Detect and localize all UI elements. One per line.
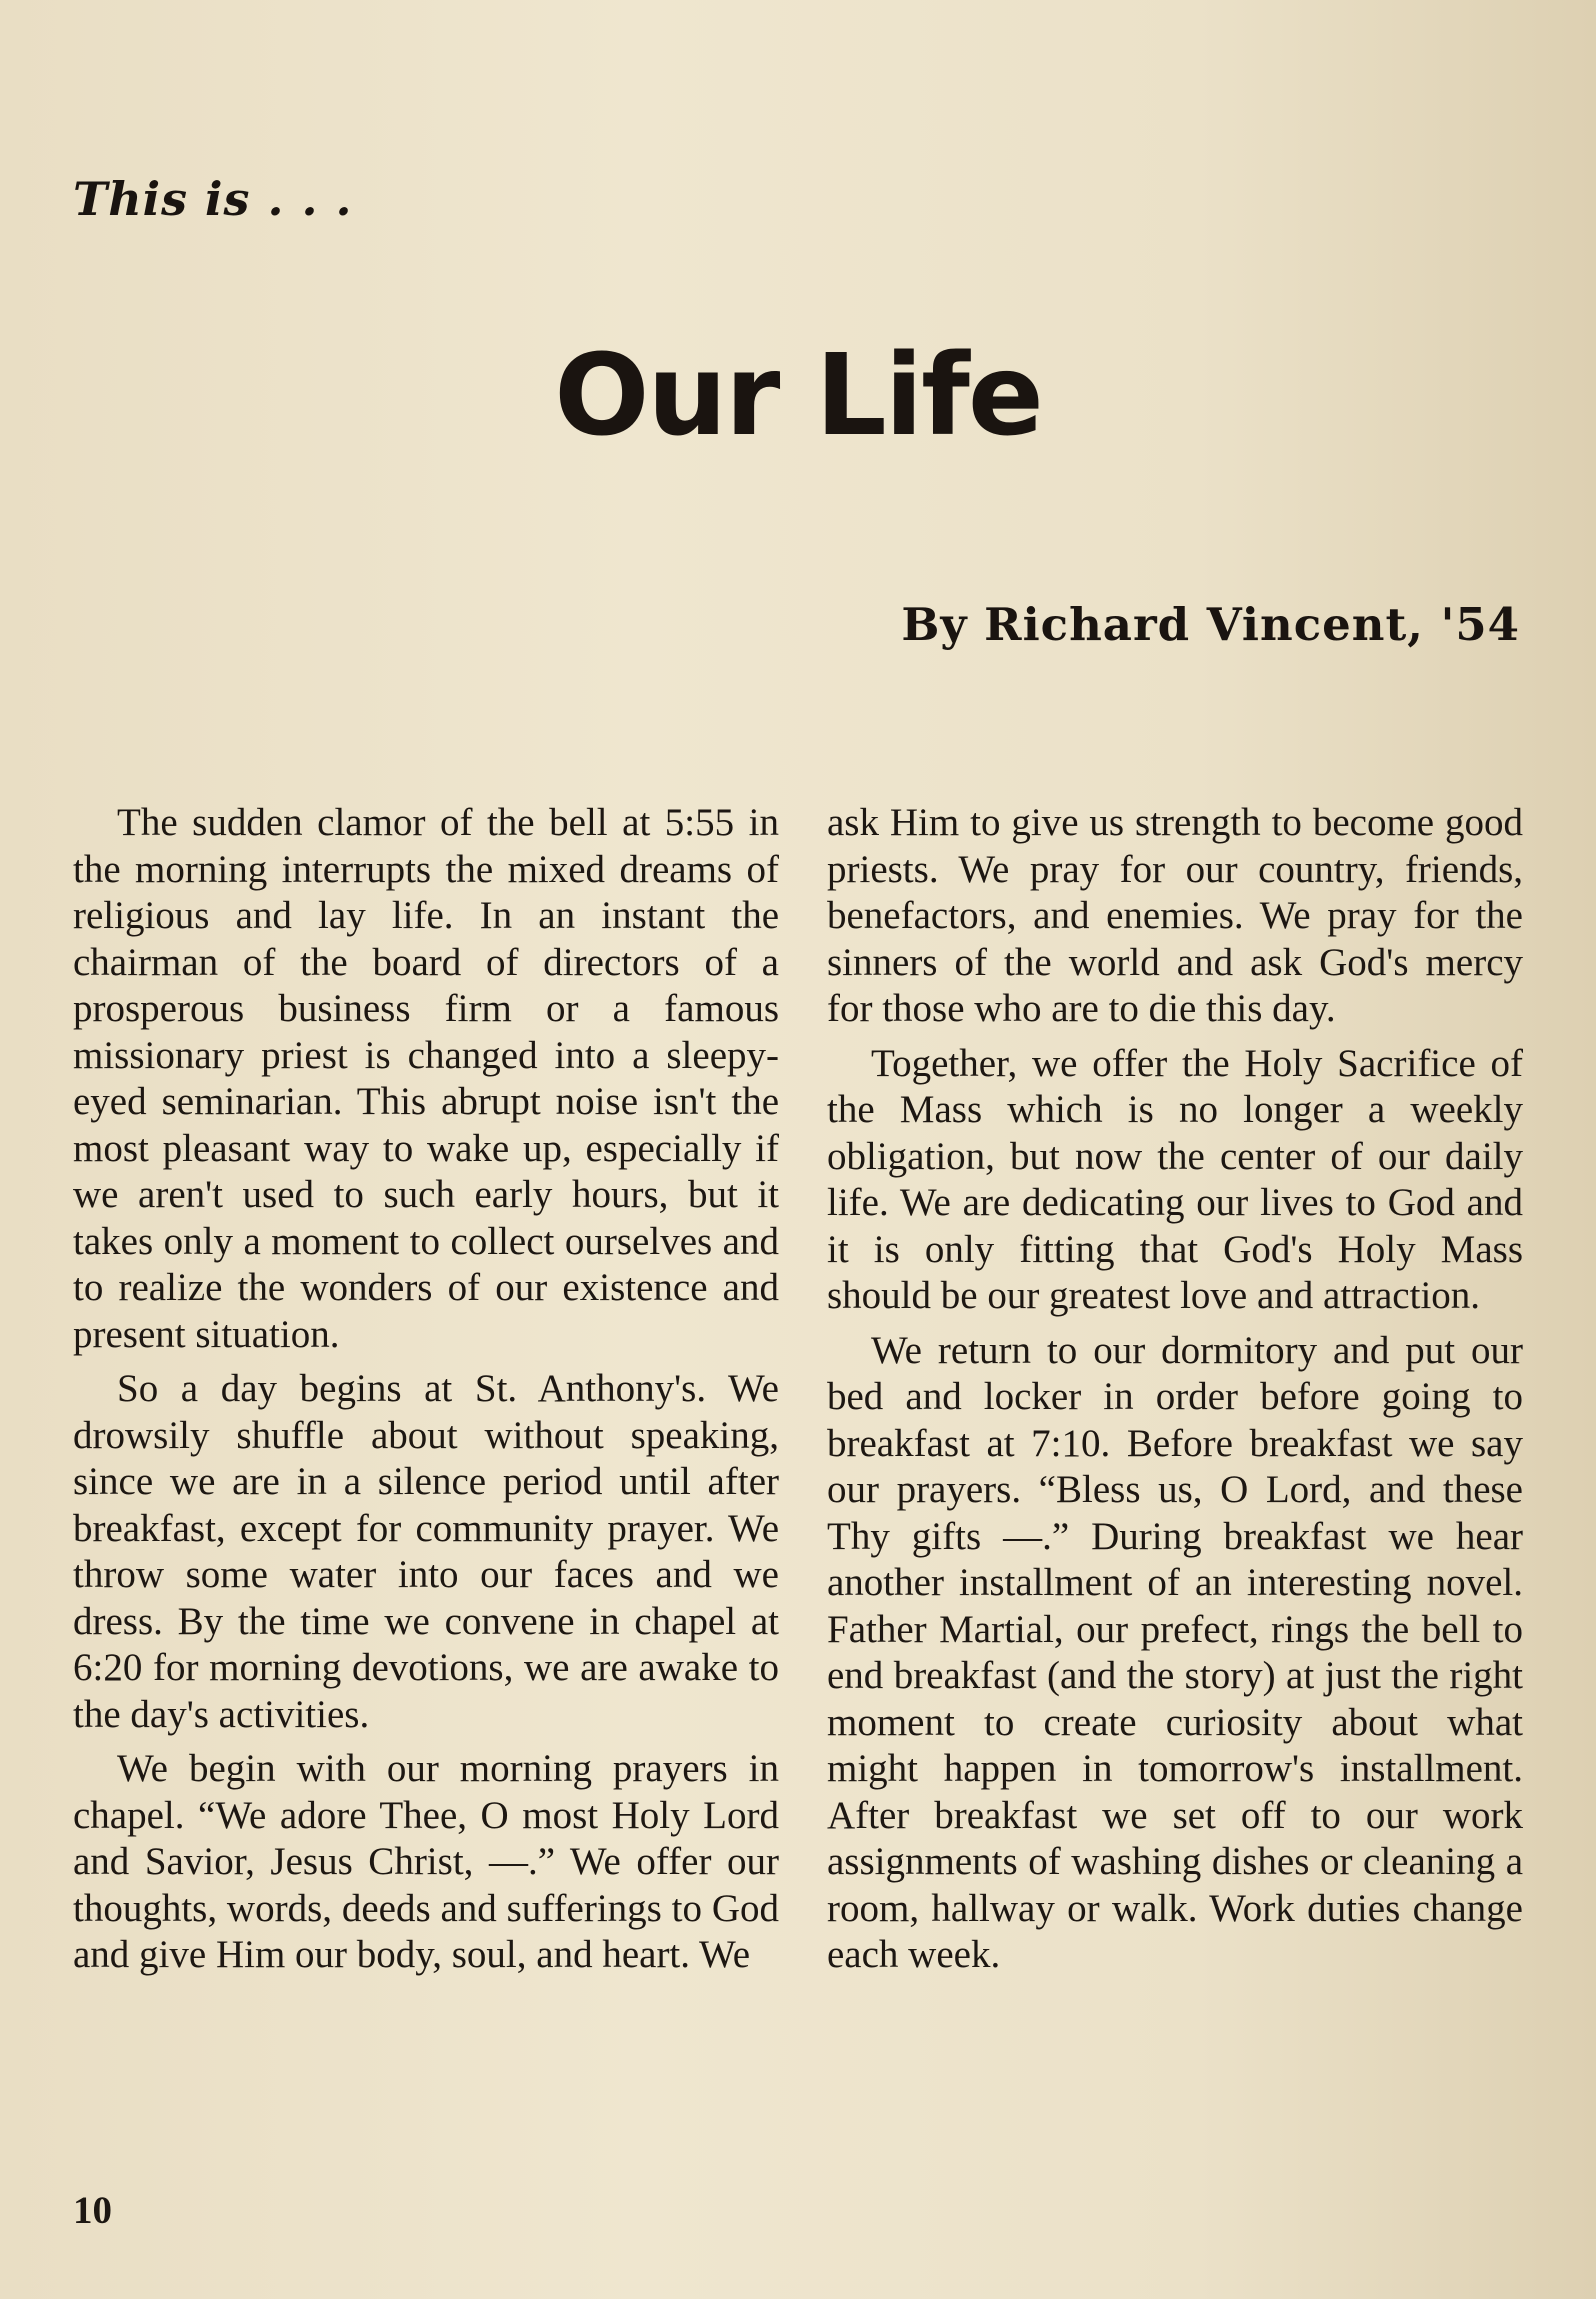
paragraph: Together, we offer the Holy Sacrifice of the Mass which is no longer a weekly obligation, but now the center of our daily life. We are dedicating our lives to God and it is only fitting that God's Holy Mass should be our greatest love and attraction. (827, 1041, 1523, 1317)
paragraph: ask Him to give us strength to become good priests. We pray for our country, friends, benefactors, and enemies. We pray for the sinners of the world and ask God's mercy for those who are to die this day. (827, 801, 1523, 1030)
author-byline: By Richard Vincent, '54 (901, 598, 1520, 651)
article-title: Our Life (554, 331, 1042, 461)
section-kicker: This is . . . (73, 172, 353, 226)
paragraph: We return to our dormitory and put our bed and locker in order before going to breakfast at 7:10. Before breakfast we say our prayers. “Bless us, O Lord, and these Thy gifts —.” During breakfast we hear another installment of an interesting novel. Father Martial, our prefect, rings the bell to end breakfast (and the story) at just the right moment to create curiosity about what might happen in tomorrow's installment. After breakfast we set off to our work assignments of washing dishes or cleaning a room, hallway or walk. Work duties change each week. (827, 1328, 1523, 1976)
paragraph: We begin with our morning prayers in chapel. “We adore Thee, O most Holy Lord and Savior, Jesus Christ, —.” We offer our thoughts, words, deeds and sufferings to God and give Him our body, soul, and heart. We (73, 1747, 779, 1976)
paragraph: The sudden clamor of the bell at 5:55 in the morning interrupts the mixed dreams of religious and lay life. In an instant the chairman of the board of directors of a prosperous business firm or a famous missionary priest is changed into a sleepy-eyed seminarian. This abrupt noise isn't the most pleasant way to wake up, especially if we aren't used to such early hours, but it takes only a moment to collect ourselves and to realize the wonders of our existence and present situation. (73, 801, 779, 1356)
right-column (827, 800, 1523, 1987)
left-column (73, 800, 779, 1987)
page-number: 10 (73, 2189, 112, 2232)
paragraph: So a day begins at St. Anthony's. We drowsily shuffle about without speaking, since we are in a silence period until after breakfast, except for community prayer. We throw some water into our faces and we dress. By the time we convene in chapel at 6:20 for morning devotions, we are awake to the day's activities. (73, 1367, 779, 1736)
